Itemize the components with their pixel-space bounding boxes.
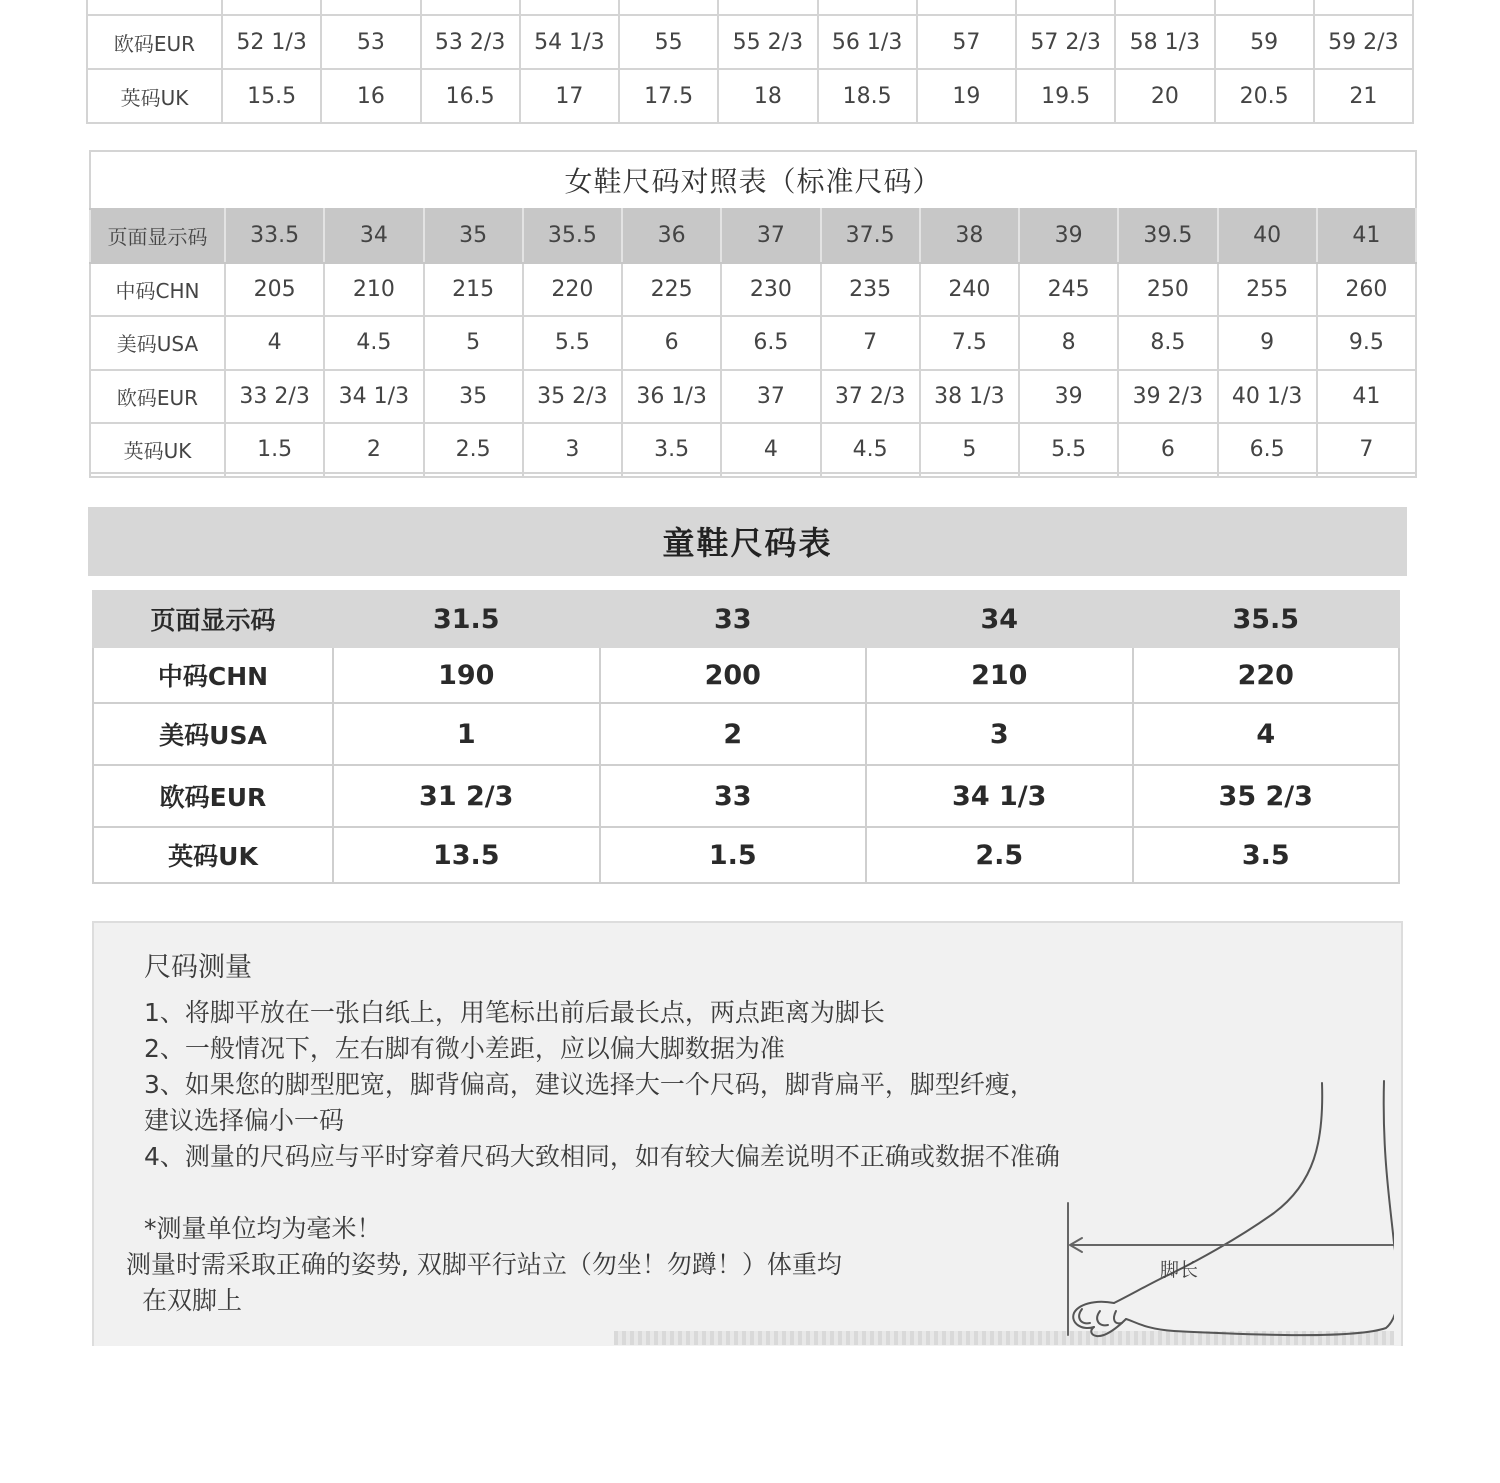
men-table-cell: 59 2/3 — [1314, 15, 1413, 69]
foot-diagram-icon — [1034, 1073, 1394, 1343]
women-table-cell: 39 2/3 — [1118, 370, 1217, 424]
kids-row-label: 英码UK — [93, 827, 333, 883]
men-table-cell: 58 1/3 — [1115, 15, 1214, 69]
measurement-step-1: 1、将脚平放在一张白纸上，用笔标出前后最长点，两点距离为脚长 — [144, 998, 885, 1027]
men-cropped-cell — [1016, 0, 1115, 15]
women-header-cell: 41 — [1317, 209, 1416, 263]
women-table-cell: 3 — [523, 423, 622, 477]
women-header-cell: 40 — [1218, 209, 1317, 263]
women-table-cell: 235 — [821, 263, 920, 317]
women-table-cell: 215 — [424, 263, 523, 317]
kids-table-row — [93, 765, 1399, 827]
women-table-cell: 34 1/3 — [324, 370, 423, 424]
men-table-cell: 53 — [321, 15, 420, 69]
women-header-cell: 35.5 — [523, 209, 622, 263]
measurement-title: 尺码测量 — [144, 952, 252, 983]
women-table-cell: 5 — [920, 423, 1019, 477]
foot-length-label: 脚长 — [1160, 1259, 1199, 1281]
men-table-cell: 52 1/3 — [222, 15, 321, 69]
women-table-cell: 2 — [324, 423, 423, 477]
kids-table-cell: 35 2/3 — [1133, 765, 1400, 827]
women-table-cell: 5.5 — [523, 316, 622, 370]
women-table-cell: 33 2/3 — [225, 370, 324, 424]
measurement-panel — [92, 921, 1403, 1346]
women-header-cell: 37 — [721, 209, 820, 263]
men-table-cell: 53 2/3 — [421, 15, 520, 69]
women-table-cell: 38 1/3 — [920, 370, 1019, 424]
kids-table-row — [93, 703, 1399, 765]
women-table-cell: 4 — [721, 423, 820, 477]
women-table-cell: 39 — [1019, 370, 1118, 424]
women-table-cell: 9.5 — [1317, 316, 1416, 370]
men-cropped-cell — [917, 0, 1016, 15]
men-row-label: 英码UK — [87, 69, 222, 123]
women-table-cell: 1.5 — [225, 423, 324, 477]
men-table-cell: 20.5 — [1215, 69, 1314, 123]
men-cropped-cell — [818, 0, 917, 15]
women-table-cell: 7 — [821, 316, 920, 370]
women-table-cell: 8.5 — [1118, 316, 1217, 370]
kids-table-cell: 31 2/3 — [333, 765, 600, 827]
women-header-label: 页面显示码 — [90, 209, 225, 263]
women-table-cell: 205 — [225, 263, 324, 317]
women-row-label: 中码CHN — [90, 263, 225, 317]
women-table-cell: 210 — [324, 263, 423, 317]
women-table-cell: 250 — [1118, 263, 1217, 317]
men-table-cell: 57 2/3 — [1016, 15, 1115, 69]
women-header-cell: 35 — [424, 209, 523, 263]
kids-table-cell: 13.5 — [333, 827, 600, 883]
kids-header-row — [93, 591, 1399, 647]
kids-header-cell: 35.5 — [1133, 591, 1400, 647]
women-table-cell: 3.5 — [622, 423, 721, 477]
men-table-cell: 16.5 — [421, 69, 520, 123]
women-header-cell: 33.5 — [225, 209, 324, 263]
kids-header-label: 页面显示码 — [93, 591, 333, 647]
measurement-step-3: 3、如果您的脚型肥宽，脚背偏高，建议选择大一个尺码，脚背扁平，脚型纤瘦， — [144, 1070, 1035, 1099]
kids-size-table-body — [93, 591, 1399, 883]
women-table-cell: 4 — [225, 316, 324, 370]
kids-table-cell: 34 1/3 — [866, 765, 1133, 827]
toe-3-outline — [1079, 1309, 1090, 1323]
women-table-cell: 220 — [523, 263, 622, 317]
measurement-step-2: 2、一般情况下，左右脚有微小差距，应以偏大脚数据为准 — [144, 1034, 785, 1063]
women-row-label: 英码UK — [90, 423, 225, 477]
men-table-cell: 19.5 — [1016, 69, 1115, 123]
men-cropped-cell — [520, 0, 619, 15]
men-cropped-cell — [619, 0, 718, 15]
women-table-cell: 41 — [1317, 370, 1416, 424]
kids-row-label: 欧码EUR — [93, 765, 333, 827]
men-table-cell: 17.5 — [619, 69, 718, 123]
men-size-table-body — [87, 0, 1413, 123]
women-header-row — [90, 209, 1416, 263]
toe-5-outline — [1114, 1311, 1122, 1323]
men-table-cell: 17 — [520, 69, 619, 123]
women-table-cell: 7.5 — [920, 316, 1019, 370]
men-table-cell: 59 — [1215, 15, 1314, 69]
women-table-cell: 5 — [424, 316, 523, 370]
men-cropped-cell — [1314, 0, 1413, 15]
women-table-cell: 7 — [1317, 423, 1416, 477]
men-table-cell: 57 — [917, 15, 1016, 69]
women-header-cell: 39 — [1019, 209, 1118, 263]
men-table-row-top — [87, 0, 1413, 15]
kids-header-cell: 34 — [866, 591, 1133, 647]
measurement-step-4: 4、测量的尺码应与平时穿着尺码大致相同，如有较大偏差说明不正确或数据不准确 — [144, 1142, 1060, 1171]
women-size-table — [89, 208, 1417, 478]
women-table-cell: 230 — [721, 263, 820, 317]
men-table-cell: 19 — [917, 69, 1016, 123]
men-cropped-cell — [87, 0, 222, 15]
women-table-cell: 40 1/3 — [1218, 370, 1317, 424]
kids-table-row — [93, 647, 1399, 703]
men-table-cell: 55 — [619, 15, 718, 69]
kids-table-cell: 2.5 — [866, 827, 1133, 883]
women-table-cell: 260 — [1317, 263, 1416, 317]
men-table-cell: 18 — [718, 69, 817, 123]
women-table-cell: 6 — [1118, 423, 1217, 477]
kids-table-cell: 1 — [333, 703, 600, 765]
women-header-cell: 37.5 — [821, 209, 920, 263]
women-table-row — [90, 316, 1416, 370]
women-table-cell: 35 — [424, 370, 523, 424]
stance-note-line-1: 测量时需采取正确的姿势, 双脚平行站立（勿坐！勿蹲！）体重均 — [126, 1250, 842, 1279]
men-table-row — [87, 69, 1413, 123]
measurement-step-3-cont: 建议选择偏小一码 — [144, 1106, 345, 1135]
stance-note-line-2: 在双脚上 — [142, 1286, 243, 1315]
men-cropped-cell — [718, 0, 817, 15]
kids-table-cell: 3 — [866, 703, 1133, 765]
men-table-row — [87, 15, 1413, 69]
women-row-label: 美码USA — [90, 316, 225, 370]
kids-table-cell: 210 — [866, 647, 1133, 703]
men-cropped-cell — [222, 0, 321, 15]
women-size-chart — [89, 150, 1417, 474]
kids-size-table — [92, 590, 1400, 884]
women-table-cell: 225 — [622, 263, 721, 317]
foot-top-outline — [1114, 1083, 1322, 1303]
toe-4-outline — [1097, 1311, 1108, 1325]
women-table-cell: 255 — [1218, 263, 1317, 317]
kids-table-cell: 1.5 — [600, 827, 867, 883]
women-table-row — [90, 370, 1416, 424]
kids-table-cell: 4 — [1133, 703, 1400, 765]
women-table-cell: 37 2/3 — [821, 370, 920, 424]
women-table-cell: 35 2/3 — [523, 370, 622, 424]
kids-header-cell: 33 — [600, 591, 867, 647]
men-row-label: 欧码EUR — [87, 15, 222, 69]
men-table-cell: 54 1/3 — [520, 15, 619, 69]
men-size-table — [86, 0, 1414, 124]
kids-table-cell: 220 — [1133, 647, 1400, 703]
kids-row-label: 中码CHN — [93, 647, 333, 703]
kids-table-cell: 2 — [600, 703, 867, 765]
women-table-cell: 4.5 — [324, 316, 423, 370]
women-table-cell: 5.5 — [1019, 423, 1118, 477]
women-header-cell: 36 — [622, 209, 721, 263]
women-table-cell: 36 1/3 — [622, 370, 721, 424]
women-table-row — [90, 423, 1416, 477]
men-table-cell: 18.5 — [818, 69, 917, 123]
men-cropped-cell — [1115, 0, 1214, 15]
kids-chart-title: 童鞋尺码表 — [88, 507, 1407, 576]
kids-table-cell: 190 — [333, 647, 600, 703]
women-table-cell: 240 — [920, 263, 1019, 317]
women-header-cell: 38 — [920, 209, 1019, 263]
kids-table-cell: 200 — [600, 647, 867, 703]
women-header-cell: 39.5 — [1118, 209, 1217, 263]
women-table-cell: 37 — [721, 370, 820, 424]
men-cropped-cell — [1215, 0, 1314, 15]
kids-row-label: 美码USA — [93, 703, 333, 765]
men-table-cell: 16 — [321, 69, 420, 123]
women-table-cell: 245 — [1019, 263, 1118, 317]
men-cropped-cell — [421, 0, 520, 15]
men-table-cell: 55 2/3 — [718, 15, 817, 69]
kids-header-cell: 31.5 — [333, 591, 600, 647]
kids-table-cell: 33 — [600, 765, 867, 827]
women-row-label: 欧码EUR — [90, 370, 225, 424]
kids-table-cell: 3.5 — [1133, 827, 1400, 883]
women-table-cell: 2.5 — [424, 423, 523, 477]
women-table-cell: 6.5 — [721, 316, 820, 370]
women-table-cell: 4.5 — [821, 423, 920, 477]
women-size-table-body — [90, 209, 1416, 477]
kids-table-row — [93, 827, 1399, 883]
toe-2-outline — [1091, 1319, 1126, 1336]
women-header-cell: 34 — [324, 209, 423, 263]
unit-note: *测量单位均为毫米！ — [144, 1214, 382, 1243]
women-table-cell: 9 — [1218, 316, 1317, 370]
women-table-cell: 8 — [1019, 316, 1118, 370]
men-table-cell: 20 — [1115, 69, 1214, 123]
women-chart-title: 女鞋尺码对照表（标准尺码） — [564, 165, 942, 198]
women-table-row — [90, 263, 1416, 317]
men-cropped-cell — [321, 0, 420, 15]
men-table-cell: 15.5 — [222, 69, 321, 123]
men-table-cell: 21 — [1314, 69, 1413, 123]
women-table-cell: 6.5 — [1218, 423, 1317, 477]
women-table-cell: 6 — [622, 316, 721, 370]
men-table-cell: 56 1/3 — [818, 15, 917, 69]
heel-back-outline — [1384, 1081, 1394, 1243]
